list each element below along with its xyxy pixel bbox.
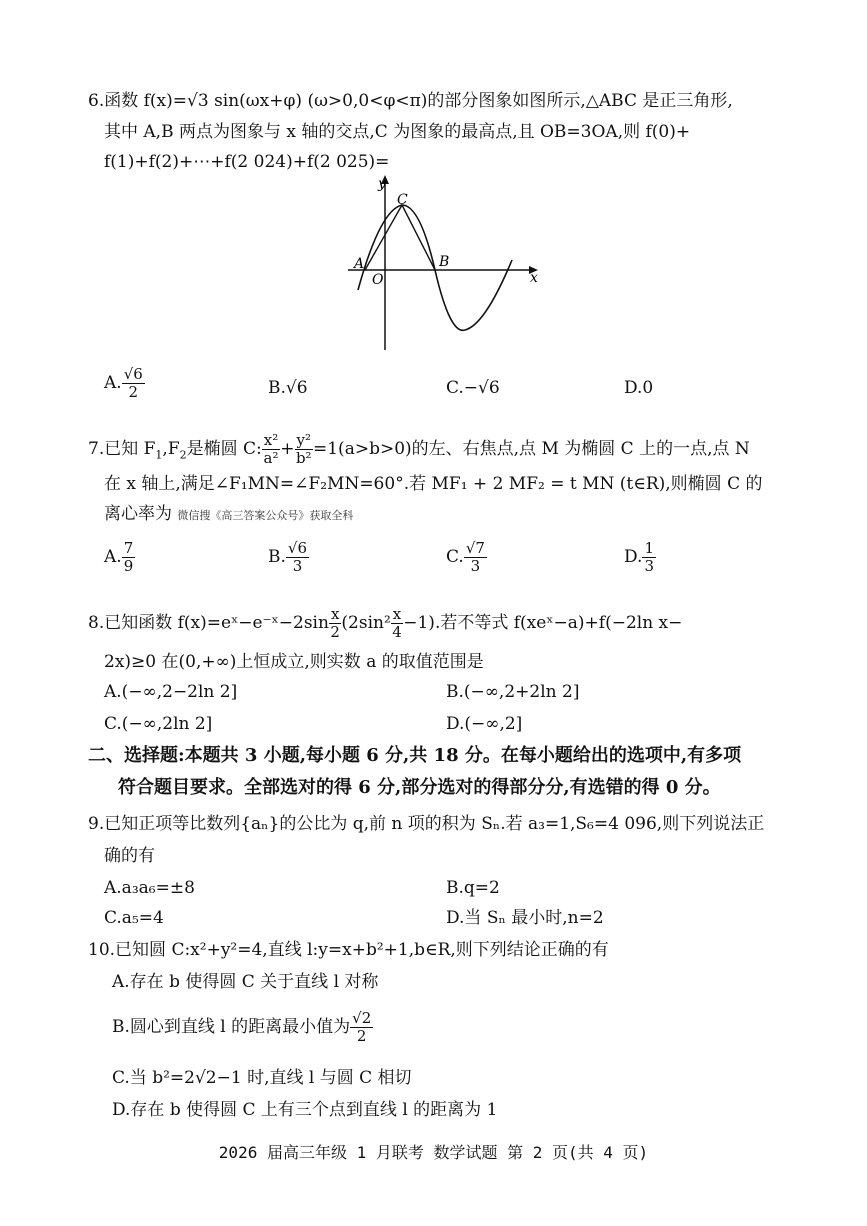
label-b: B bbox=[439, 254, 450, 270]
section2-heading-line-1: 二、选择题:本题共 3 小题,每小题 6 分,共 18 分。在每小题给出的选项中,有多项 bbox=[88, 745, 742, 766]
q9-option-c[interactable]: C.a₅=4 bbox=[104, 908, 164, 928]
q6-option-d[interactable]: D.0 bbox=[624, 378, 654, 398]
q8-option-d[interactable]: D.(−∞,2] bbox=[446, 714, 523, 734]
q9-option-a[interactable]: A.a₃a₆=±8 bbox=[104, 878, 195, 898]
q10-option-c[interactable]: C.当 b²=2√2−1 时,直线 l 与圆 C 相切 bbox=[112, 1068, 412, 1088]
q6-line-1: 6.函数 f(x)=√3 sin(ωx+φ) (ω>0,0<φ<π)的部分图象如图所示,△ABC 是正三角形, bbox=[88, 91, 733, 111]
label-c: C bbox=[397, 192, 408, 208]
q9-line-1: 9.已知正项等比数列{aₙ}的公比为 q,前 n 项的积为 Sₙ.若 a₃=1,S₆=4 096,则下列说法正 bbox=[88, 814, 765, 834]
q9-option-b[interactable]: B.q=2 bbox=[446, 878, 500, 898]
q6-function-graph bbox=[340, 170, 550, 355]
q8-option-c[interactable]: C.(−∞,2ln 2] bbox=[104, 714, 213, 734]
q8-option-b[interactable]: B.(−∞,2+2ln 2] bbox=[446, 682, 580, 702]
label-o: O bbox=[372, 272, 384, 288]
q7-line-2: 在 x 轴上,满足∠F₁MN=∠F₂MN=60°.若 MF₁ + 2 MF₂ = t MN (t∈R),则椭圆 C 的 bbox=[104, 474, 763, 494]
q7-option-c[interactable]: C. $\frac{√7}{3}$ bbox=[446, 539, 485, 575]
q7-option-a[interactable]: A. $\frac{7}{9}$ bbox=[104, 539, 134, 575]
sine-curve bbox=[358, 205, 512, 330]
q6-line-2: 其中 A,B 两点为图象与 x 轴的交点,C 为图象的最高点,且 OB=3OA,则 f(0)+ bbox=[104, 122, 691, 142]
label-x: x bbox=[530, 270, 538, 286]
label-y: y bbox=[378, 176, 386, 192]
watermark-text: 微信搜《高三答案公众号》获取全科 bbox=[177, 509, 354, 522]
section2-heading-line-2: 符合题目要求。全部选对的得 6 分,部分选对的得部分分,有选错的得 0 分。 bbox=[118, 777, 721, 798]
label-a: A bbox=[354, 256, 365, 272]
q6-option-b[interactable]: B.√6 bbox=[268, 378, 308, 398]
q10-option-d[interactable]: D.存在 b 使得圆 C 上有三个点到直线 l 的距离为 1 bbox=[112, 1100, 498, 1120]
q10-option-a[interactable]: A.存在 b 使得圆 C 关于直线 l 对称 bbox=[112, 972, 379, 992]
q7-line-3: 离心率为 微信搜《高三答案公众号》获取全科 bbox=[104, 504, 354, 524]
q8-option-a[interactable]: A.(−∞,2−2ln 2] bbox=[104, 682, 238, 702]
q6-option-a[interactable]: A. $\frac{√6}{2}$ bbox=[104, 365, 143, 401]
page-footer: 2026 届高三年级 1 月联考 数学试题 第 2 页(共 4 页) bbox=[218, 1143, 649, 1162]
q8-line-2: 2x)≥0 在(0,+∞)上恒成立,则实数 a 的取值范围是 bbox=[104, 652, 484, 672]
q9-option-d[interactable]: D.当 Sₙ 最小时,n=2 bbox=[446, 908, 604, 928]
q7-line-1: 7.已知 $F_1,F_2$是椭圆 C: $\frac{\text{x²}}{\text{a²}}$ + $\frac{\text{y²}}{\text{b²}}$ =1(a>b>0)的左、右焦点,点 M 为椭圆 C 上的一点,点 N bbox=[88, 431, 750, 467]
q10-option-b[interactable]: B.圆心到直线 l 的距离最小值为 $\frac{√2}{2}$ bbox=[112, 1009, 372, 1045]
q6-line-3: f(1)+f(2)+⋯+f(2 024)+f(2 025)= bbox=[104, 152, 390, 172]
q8-line-1: 8.已知函数 f(x)=eˣ−e⁻ˣ−2sin $\frac{x}{2}$ (2sin² $\frac{x}{4}$ −1).若不等式 f(xeˣ−a)+f(−2ln x− bbox=[88, 605, 683, 641]
q7-option-d[interactable]: D. $\frac{1}{3}$ bbox=[624, 539, 654, 575]
q9-line-2: 确的有 bbox=[104, 846, 155, 866]
q6-option-c[interactable]: C.−√6 bbox=[446, 378, 500, 398]
q7-option-b[interactable]: B. $\frac{√6}{3}$ bbox=[268, 539, 308, 575]
q10-line-1: 10.已知圆 C:x²+y²=4,直线 l:y=x+b²+1,b∈R,则下列结论正确的有 bbox=[88, 940, 609, 960]
